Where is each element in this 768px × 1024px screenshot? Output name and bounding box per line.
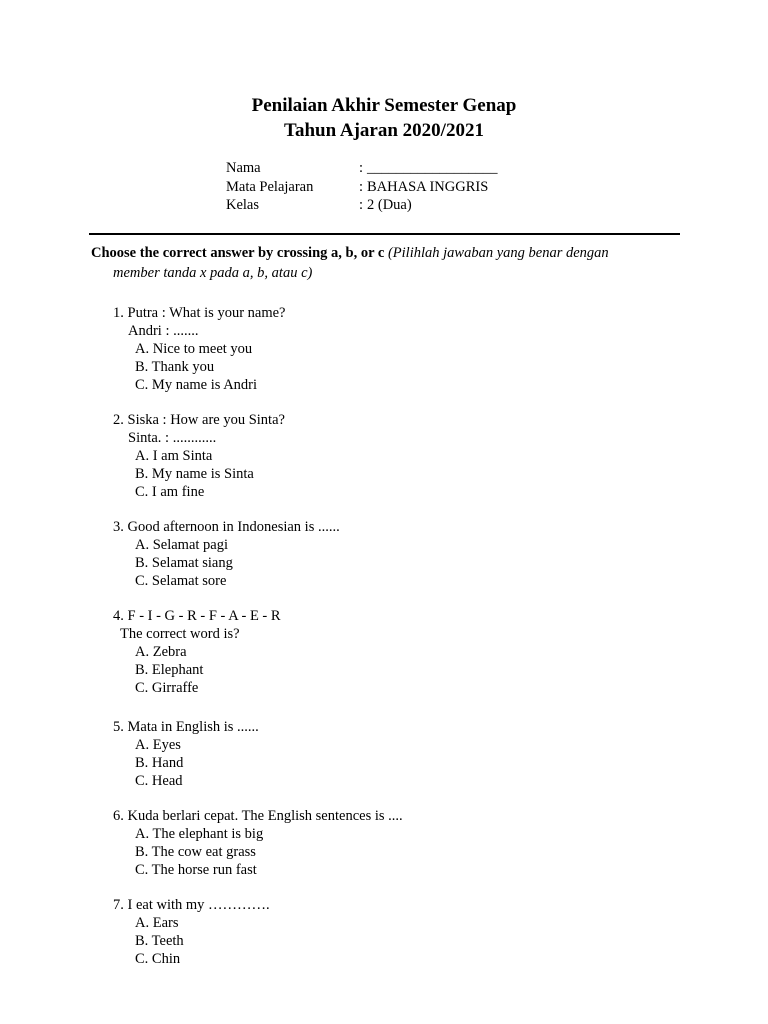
option-a: A. I am Sinta bbox=[135, 447, 213, 464]
instruction-translation: (Pilihlah jawaban yang benar dengan bbox=[387, 245, 609, 261]
option-a: A. Zebra bbox=[135, 643, 187, 660]
info-separator: : bbox=[359, 197, 364, 213]
question-text: 6. Kuda berlari cepat. The English sentences is .... bbox=[113, 808, 403, 824]
option-c: C. Head bbox=[135, 772, 183, 789]
info-value: __________________ bbox=[367, 160, 498, 176]
option-b: B. Elephant bbox=[135, 661, 204, 678]
instruction bbox=[91, 244, 651, 283]
info-value: BAHASA INGGRIS bbox=[367, 178, 489, 195]
question-3 bbox=[113, 519, 340, 591]
question-1 bbox=[113, 305, 286, 395]
option-b: B. My name is Sinta bbox=[135, 465, 254, 482]
info-separator: : bbox=[359, 178, 364, 195]
option-c: C. I am fine bbox=[135, 483, 205, 500]
question-4 bbox=[113, 608, 281, 698]
info-separator: : bbox=[359, 160, 364, 176]
option-a: A. Selamat pagi bbox=[135, 536, 229, 553]
info-label: Nama bbox=[226, 160, 261, 176]
question-text: 2. Siska : How are you Sinta? bbox=[113, 412, 285, 428]
option-a: A. Eyes bbox=[135, 736, 181, 753]
option-b: B. The cow eat grass bbox=[135, 843, 256, 860]
info-value: 2 (Dua) bbox=[367, 197, 412, 213]
question-text: 5. Mata in English is ...... bbox=[113, 719, 259, 735]
question-2 bbox=[113, 412, 285, 502]
info-label: Mata Pelajaran bbox=[226, 178, 314, 195]
option-b: B. Teeth bbox=[135, 932, 184, 949]
option-c: C. Chin bbox=[135, 950, 181, 967]
option-b: B. Hand bbox=[135, 754, 184, 771]
option-c: C. Selamat sore bbox=[135, 572, 227, 589]
question-text: 1. Putra : What is your name? bbox=[113, 305, 286, 321]
instruction-text: Choose the correct answer by crossing a, b, or c bbox=[91, 245, 385, 261]
option-a: A. Nice to meet you bbox=[135, 340, 253, 357]
question-7 bbox=[113, 897, 270, 969]
info-row-subject bbox=[226, 178, 498, 197]
academic-year-title: Tahun Ajaran 2020/2021 bbox=[284, 120, 484, 141]
instruction-translation-cont: member tanda x pada a, b, atau c) bbox=[113, 264, 313, 281]
dialogue-line: Andri : ....... bbox=[128, 322, 199, 339]
option-a: A. The elephant is big bbox=[135, 825, 264, 842]
question-6 bbox=[113, 808, 403, 880]
info-row-name bbox=[226, 159, 498, 178]
option-b: B. Selamat siang bbox=[135, 554, 233, 571]
option-a: A. Ears bbox=[135, 914, 179, 931]
dialogue-line: Sinta. : ............ bbox=[128, 429, 217, 446]
question-text: 3. Good afternoon in Indonesian is ...... bbox=[113, 519, 340, 535]
option-b: B. Thank you bbox=[135, 358, 215, 375]
question-prompt: The correct word is? bbox=[120, 625, 240, 642]
option-c: C. Girraffe bbox=[135, 679, 199, 696]
question-5 bbox=[113, 719, 259, 791]
question-text: 4. F - I - G - R - F - A - E - R bbox=[113, 608, 281, 624]
divider-line bbox=[89, 233, 680, 235]
exam-title: Penilaian Akhir Semester Genap bbox=[251, 95, 517, 116]
student-info bbox=[226, 159, 498, 215]
info-label: Kelas bbox=[226, 197, 260, 213]
option-c: C. The horse run fast bbox=[135, 861, 257, 878]
option-c: C. My name is Andri bbox=[135, 376, 258, 393]
info-row-class bbox=[226, 196, 498, 215]
question-text: 7. I eat with my …………. bbox=[113, 897, 270, 913]
